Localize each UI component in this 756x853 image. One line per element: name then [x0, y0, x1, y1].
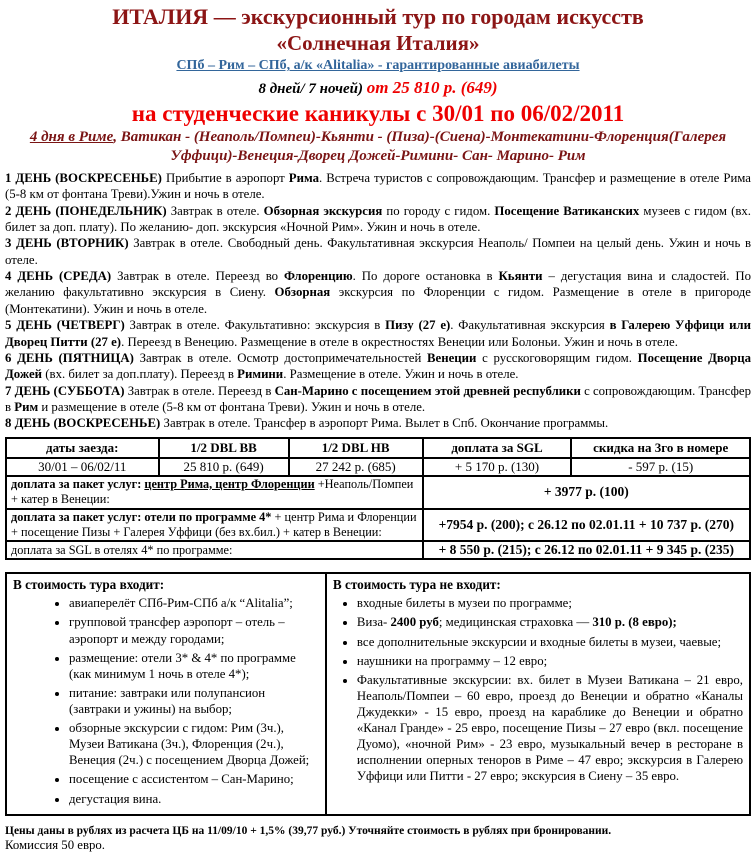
- text-run: 3 ДЕНЬ (ВТОРНИК): [5, 236, 134, 251]
- text-run: экскурсия по Флоренции с гидом. Размещение в отеле в пригороде (Монтекатини). Ужин и ночь в отеле.: [5, 285, 751, 316]
- text-run: Пизу (27 е): [385, 318, 451, 333]
- tour-title: ИТАЛИЯ — экскурсионный тур по городам искусств: [112, 4, 644, 29]
- text-run: входные билеты в музеи по программе;: [356, 596, 572, 611]
- text-run: музеев с гидом (вх. билет за доп. плату). По желанию- доп. экскурсия «Ночной Рим». Ужин и ночь в отеле.: [5, 203, 751, 234]
- includes-item: [69, 614, 319, 646]
- price-table-row: [6, 458, 750, 476]
- text-run: 5 ДЕНЬ (ЧЕТВЕРГ): [5, 318, 130, 333]
- promo-line: на студенческие каникулы с 30/01 по 06/02/2011: [131, 100, 625, 126]
- text-run: – дегустация вина и сладостей. По желанию факультативно экскурсия в Сиену.: [5, 269, 751, 300]
- extra-label: [6, 476, 423, 509]
- excludes-cell: [326, 573, 750, 814]
- text-run: 4 ДЕНЬ (СРЕДА): [5, 269, 118, 284]
- excludes-item: [357, 595, 743, 611]
- price-table-cell: 25 810 р. (649): [159, 458, 289, 476]
- text-run: доплата за SGL в отелях 4* по программе:: [11, 542, 233, 557]
- includes-item: [69, 771, 319, 787]
- excludes-title: В стоимость тура не входит:: [332, 577, 501, 593]
- text-run: с русскоговорящим гидом.: [476, 350, 638, 365]
- itinerary-day: [5, 235, 751, 268]
- text-run: Виза-: [356, 615, 391, 630]
- includes-item: [69, 650, 319, 682]
- itinerary-day: [5, 317, 751, 350]
- text-run: 2400 руб: [390, 615, 439, 630]
- text-run: 1 ДЕНЬ (ВОСКРЕСЕНЬЕ): [5, 170, 166, 185]
- price-table: [5, 437, 751, 560]
- text-run: Посещение Ватиканских: [494, 203, 640, 218]
- text-run: . Факультативная экскурсия: [450, 318, 610, 333]
- text-run: . По дороге остановка в: [352, 269, 499, 284]
- includes-item: [69, 791, 319, 807]
- text-run: . Встреча туристов с сопровождающим. Трансфер и размещение в отеле Рима (5-8 км от фонтана Треви).Ужин и ночь в отеле.: [5, 170, 751, 202]
- text-run: + центр Рима и Флоренции + посещение Пизы + Галерея Уффици (без вх.бил.) + катер в Венеции:: [11, 509, 417, 539]
- price-table-cell: + 5 170 р. (130): [423, 458, 572, 476]
- includes-list: [13, 595, 319, 806]
- text-run: Обзорная экскурсия: [263, 203, 383, 218]
- itinerary-day: [5, 268, 751, 317]
- excludes-item: [357, 614, 743, 630]
- route-rome-days: 4 дня в Риме: [29, 129, 114, 146]
- text-run: питание: завтраки или полупансион (завтраки и ужины) на выбор;: [69, 685, 266, 716]
- text-run: ; медицинская страховка —: [438, 615, 593, 630]
- text-run: Завтрак в отеле. Трансфер в аэропорт Рима. Вылет в Спб. Окончание программы.: [163, 416, 609, 431]
- text-run: Завтрак в отеле. Свободный день. Факультативная экскурсия Неаполь/ Помпеи на целый день. Ужин и ночь в отеле.: [5, 236, 751, 267]
- text-run: 6 ДЕНЬ (ПЯТНИЦА): [5, 350, 140, 365]
- itinerary-day: [5, 415, 751, 431]
- duration-text: 8 дней/ 7 ночей): [258, 80, 367, 97]
- route-description: [11, 128, 745, 166]
- excludes-item: [357, 634, 743, 650]
- includes-item: [69, 685, 319, 717]
- text-run: размещение: отели 3* & 4* по программе (как минимум 1 ночь в отеле 4*);: [69, 650, 296, 681]
- text-run: Венеции: [427, 350, 477, 365]
- route-cities: , Ватикан - (Неаполь/Помпеи)-Кьянти - (Пиза)-(Сиена)-Монтекатини-Флоренция(Галерея Уффици)-Венеция-Дворец Дожей-Римини- Сан- Марино- Рим: [113, 129, 727, 165]
- text-run: по городу с гидом.: [382, 203, 495, 218]
- text-run: авиаперелёт СПб-Рим-СПб а/к “Alitalia”;: [69, 596, 293, 611]
- extra-value: +7954 р. (200); с 26.12 по 02.01.11 + 10 737 р. (270): [423, 509, 750, 542]
- text-run: (вх. билет за доп.плату). Переезд в: [42, 367, 238, 382]
- extra-value: + 3977 р. (100): [423, 476, 750, 509]
- commission-note: Комиссия 50 евро.: [5, 837, 106, 852]
- price-table-header: [6, 438, 750, 458]
- itinerary: [5, 170, 751, 432]
- text-run: групповой трансфер аэропорт – отель – аэропорт и между городами;: [69, 615, 285, 646]
- text-run: доплата за пакет услуг: отели по программе 4*: [11, 509, 275, 524]
- includes-item: [69, 595, 319, 611]
- text-run: Завтрак в отеле. Переезд в: [127, 383, 275, 398]
- price-basis-note: Цены даны в рублях из расчета ЦБ на 11/09/10 + 1,5% (39,77 руб.) Уточняйте стоимость в рублях при бронировании.: [5, 824, 612, 837]
- price-extra-row: [6, 476, 750, 509]
- itinerary-day: [5, 170, 751, 203]
- text-run: дегустация вина.: [69, 791, 162, 806]
- excludes-list: [333, 595, 743, 784]
- text-run: Завтрак в отеле. Переезд во: [117, 269, 285, 284]
- price-extra-row: [6, 541, 750, 559]
- text-run: Завтрак в отеле.: [170, 203, 264, 218]
- excludes-item: [357, 672, 743, 785]
- price-table-cell: - 597 р. (15): [571, 458, 750, 476]
- text-run: Обзорная: [274, 285, 331, 300]
- text-run: +Неаполь/Помпеи + катер в Венеции:: [11, 476, 414, 507]
- excludes-item: [357, 653, 743, 669]
- text-run: Кьянти: [498, 269, 543, 284]
- flight-route-line: СПб – Рим – СПб, а/к «Alitalia» - гарантированные авиабилеты: [176, 58, 580, 74]
- text-run: наушники на программу – 12 евро;: [356, 653, 548, 668]
- text-run: Рима: [288, 170, 319, 185]
- text-run: Флоренцию: [284, 269, 353, 284]
- itinerary-day: [5, 203, 751, 236]
- price-table-cell: 27 242 р. (685): [289, 458, 423, 476]
- text-run: Завтрак в отеле. Осмотр достопримечательностей: [139, 350, 428, 365]
- text-run: в Галерею Уффици или Дворец Питти (27 е): [5, 318, 751, 349]
- text-run: Римини: [237, 367, 284, 382]
- text-run: обзорные экскурсии с гидом: Рим (3ч.), Музеи Ватикана (3ч.), Флоренция (2ч.), Венеция (2ч.) с посещением Дворца Дожей;: [69, 721, 310, 768]
- price-table-header-cell: 1/2 DBL HB: [289, 438, 423, 458]
- text-run: с сопровождающим. Трансфер в: [5, 383, 751, 415]
- inclusions-box: [5, 572, 751, 815]
- text-run: Факультативные экскурсии: вх. билет в Музеи Ватикана – 21 евро, Неаполь/Помпеи – 60 евро, проезд до Венеции и обратно «Каналы Джудекки» - 15 евро, проезд на караблике до Венеции и обратно «Канал Гранде» - 25 евро, посещение Пизы – 27 евро (вкл. посещение Дуомо), «ночной Рим» - 23 евро, музыкальный вечер в ресторане в исполнении оперных теноров в Риме – 47 евро; экскурсия в Галерею Уффици или Питти - 27 евро; экскурсия в Сиену – 35 евро.: [356, 672, 743, 784]
- text-run: Посещение Дворца Дожей: [5, 350, 752, 382]
- extra-label: [6, 509, 423, 542]
- price-table-header-cell: доплата за SGL: [423, 438, 572, 458]
- document-header: [5, 5, 751, 166]
- text-run: . Переезд в Венецию. Размещение в отеле в окрестностях Венеции или Болоньи. Ужин и ночь в отеле.: [121, 334, 678, 349]
- text-run: посещение с ассистентом – Сан-Марино;: [69, 772, 294, 787]
- text-run: Сан-Марино с посещением этой древней республики: [274, 383, 581, 398]
- price-table-header-cell: 1/2 DBL BB: [159, 438, 289, 458]
- text-run: все дополнительные экскурсии и входные билеты в музеи, чаевые;: [356, 634, 722, 649]
- text-run: 7 ДЕНЬ (СУББОТА): [5, 383, 128, 398]
- text-run: 8 ДЕНЬ (ВОСКРЕСЕНЬЕ): [5, 416, 164, 431]
- price-table-header-cell: даты заезда:: [6, 438, 159, 458]
- duration-price-line: [5, 78, 751, 98]
- itinerary-day: [5, 350, 751, 383]
- includes-item: [69, 720, 319, 768]
- footer-notes: [5, 825, 751, 853]
- extra-value: + 8 550 р. (215); с 26.12 по 02.01.11 + 9 345 р. (235): [423, 541, 750, 559]
- price-table-header-cell: скидка на 3го в номере: [571, 438, 750, 458]
- text-run: Рим: [14, 400, 39, 415]
- text-run: Завтрак в отеле. Факультативно: экскурсия в: [129, 318, 386, 333]
- tour-subtitle: «Солнечная Италия»: [276, 30, 480, 55]
- extra-label: [6, 541, 423, 559]
- includes-cell: [6, 573, 326, 814]
- text-run: и размещение в отеле (5-8 км от фонтана Треви). Ужин и ночь в отеле.: [38, 400, 426, 415]
- text-run: Прибытие в аэропорт: [165, 170, 289, 185]
- includes-title: В стоимость тура входит:: [13, 577, 165, 593]
- price-table-cell: 30/01 – 06/02/11: [6, 458, 159, 476]
- text-run: 2 ДЕНЬ (ПОНЕДЕЛЬНИК): [5, 203, 171, 218]
- text-run: центр Рима, центр Флоренции: [144, 476, 315, 491]
- text-run: доплата за пакет услуг:: [11, 476, 145, 491]
- price-from: от 25 810 р. (649): [366, 77, 498, 97]
- text-run: . Размещение в отеле. Ужин и ночь в отеле.: [283, 367, 519, 382]
- price-extra-row: [6, 509, 750, 542]
- text-run: 310 р. (8 евро);: [592, 615, 677, 630]
- itinerary-day: [5, 383, 751, 416]
